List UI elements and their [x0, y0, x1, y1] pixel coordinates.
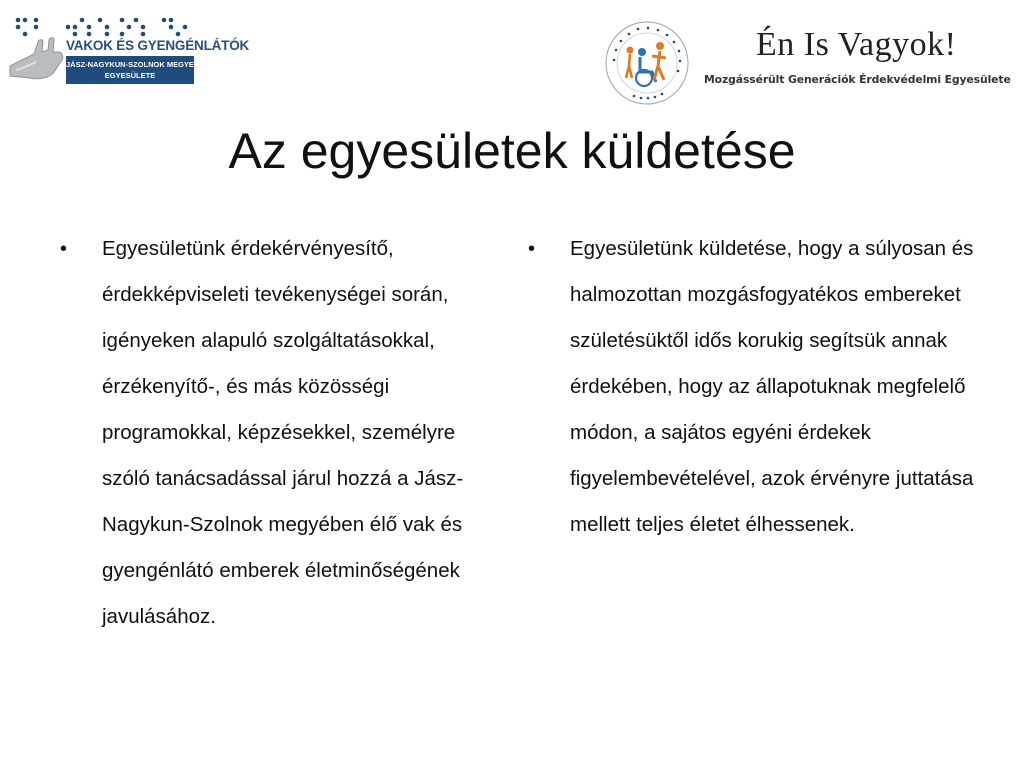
logo-right-title: Én Is Vagyok! [756, 26, 957, 63]
bullet-icon: • [60, 238, 68, 260]
hand-icon [8, 32, 72, 82]
page-title: Az egyesületek küldetése [228, 123, 796, 179]
logo-vakok-es-gyengenlatok [8, 14, 250, 86]
bullet-item-left [58, 226, 498, 640]
logo-right-subtitle: Mozgássérült Generációk Érdekvédelmi Egyesülete [704, 73, 1011, 86]
right-column [526, 226, 976, 548]
logo-left-banner [66, 56, 197, 84]
wheelchair-people-seal-icon [604, 20, 690, 106]
left-mission-text: Egyesületünk érdekérvényesítő, érdekképviseleti tevékenységei során, igényeken alapuló szolgáltatásokkal, érzékenyítő-, és más közösségi programokkal, képzésekkel, személyre szóló tanácsadással járul hozzá a Jász-Nagykun-Szolnok megyében élő vak és gyengénlátó emberek életminőségének javulásához. [102, 237, 464, 628]
left-column [58, 226, 498, 640]
right-mission-text: Egyesületünk küldetése, hogy a súlyosan és halmozottan mozgásfogyatékos embereket születésüktől idős korukig segítsük annak érdekében, hogy az állapotuknak megfelelő módon, a sajátos egyéni érdekek figyelembevételével, azok érvényre juttatása mellett teljes életet élhessenek. [570, 237, 974, 536]
bullet-item-right [526, 226, 976, 548]
logo-left-title: VAKOK ÉS GYENGÉNLÁTÓK [66, 38, 250, 53]
bullet-icon: • [528, 238, 536, 260]
logo-left-banner-line2: EGYESÜLETE [104, 71, 156, 80]
logo-left-banner-line1: JÁSZ-NAGYKUN-SZOLNOK MEGYEI [66, 60, 197, 69]
